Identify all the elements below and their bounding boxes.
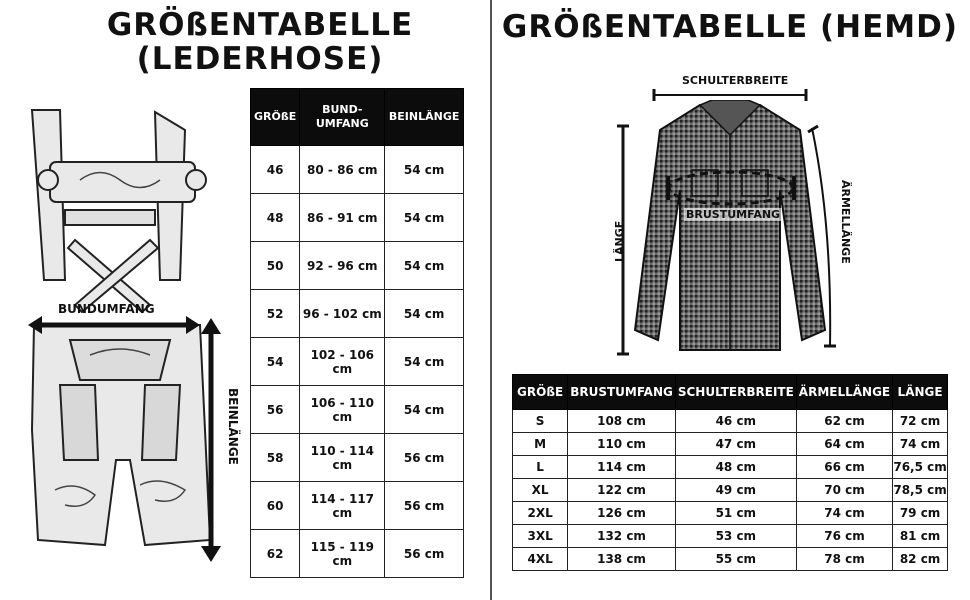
table-cell: 54 cm <box>385 338 464 386</box>
table-cell: 2XL <box>513 502 568 525</box>
lederhose-title <box>60 8 460 76</box>
table-cell: 132 cm <box>568 525 676 548</box>
table-cell: 56 cm <box>385 530 464 578</box>
header-aermellaenge: ÄRMELLÄNGE <box>796 375 892 410</box>
table-cell: 54 <box>251 338 300 386</box>
table-cell: 54 cm <box>385 194 464 242</box>
table-header-row <box>513 375 948 410</box>
header-beinlaenge: BEINLÄNGE <box>385 89 464 146</box>
table-cell: 92 - 96 cm <box>300 242 385 290</box>
table-row <box>513 410 948 433</box>
table-cell: 3XL <box>513 525 568 548</box>
table-cell: 54 cm <box>385 242 464 290</box>
table-row <box>251 338 464 386</box>
table-cell: 78,5 cm <box>893 479 948 502</box>
table-cell: 79 cm <box>893 502 948 525</box>
table-row <box>251 434 464 482</box>
table-cell: 110 - 114 cm <box>300 434 385 482</box>
lederhose-title-line2: (LEDERHOSE) <box>136 41 384 77</box>
table-cell: 58 <box>251 434 300 482</box>
table-row <box>513 525 948 548</box>
table-cell: 60 <box>251 482 300 530</box>
laenge-label: LÄNGE <box>613 220 626 262</box>
header-schulterbreite: SCHULTERBREITE <box>675 375 796 410</box>
table-cell: 138 cm <box>568 548 676 571</box>
table-cell: 78 cm <box>796 548 892 571</box>
table-row <box>251 530 464 578</box>
table-cell: 86 - 91 cm <box>300 194 385 242</box>
hemd-size-table <box>512 374 948 571</box>
brustumfang-label: BRUSTUMFANG <box>686 208 781 221</box>
table-cell: 54 cm <box>385 146 464 194</box>
table-cell: 72 cm <box>893 410 948 433</box>
table-cell: 54 cm <box>385 290 464 338</box>
table-row <box>513 479 948 502</box>
header-groesse: GRÖßE <box>513 375 568 410</box>
table-cell: 102 - 106 cm <box>300 338 385 386</box>
table-cell: 56 <box>251 386 300 434</box>
hemd-illustration <box>630 100 830 355</box>
table-cell: 50 <box>251 242 300 290</box>
table-row <box>513 502 948 525</box>
table-cell: 53 cm <box>675 525 796 548</box>
bundumfang-label: BUNDUMFANG <box>58 302 155 316</box>
header-laenge: LÄNGE <box>893 375 948 410</box>
table-cell: 52 <box>251 290 300 338</box>
table-cell: 4XL <box>513 548 568 571</box>
table-cell: 55 cm <box>675 548 796 571</box>
table-cell: 62 cm <box>796 410 892 433</box>
table-cell: 74 cm <box>893 433 948 456</box>
table-cell: S <box>513 410 568 433</box>
table-cell: 46 <box>251 146 300 194</box>
aermellaenge-label: ÄRMELLÄNGE <box>839 180 852 264</box>
table-cell: L <box>513 456 568 479</box>
table-cell: 46 cm <box>675 410 796 433</box>
hemd-title: GRÖßENTABELLE (HEMD) <box>501 9 959 45</box>
table-cell: 48 <box>251 194 300 242</box>
table-row <box>251 194 464 242</box>
table-cell: 108 cm <box>568 410 676 433</box>
table-cell: 76 cm <box>796 525 892 548</box>
schulterbreite-label: SCHULTERBREITE <box>682 74 789 87</box>
lederhose-size-table <box>250 88 464 578</box>
table-cell: 49 cm <box>675 479 796 502</box>
table-cell: 82 cm <box>893 548 948 571</box>
table-cell: 81 cm <box>893 525 948 548</box>
table-cell: 56 cm <box>385 482 464 530</box>
table-cell: 70 cm <box>796 479 892 502</box>
table-row <box>513 548 948 571</box>
table-row <box>513 456 948 479</box>
header-brustumfang: BRUSTUMFANG <box>568 375 676 410</box>
header-groesse: GRÖßE <box>251 89 300 146</box>
header-bundumfang: BUND-UMFANG <box>300 89 385 146</box>
table-cell: 115 - 119 cm <box>300 530 385 578</box>
table-cell: 122 cm <box>568 479 676 502</box>
table-cell: 62 <box>251 530 300 578</box>
table-cell: 47 cm <box>675 433 796 456</box>
table-cell: 48 cm <box>675 456 796 479</box>
table-cell: 54 cm <box>385 386 464 434</box>
table-cell: 64 cm <box>796 433 892 456</box>
lederhose-title-line1: GRÖßENTABELLE <box>106 7 414 43</box>
table-cell: XL <box>513 479 568 502</box>
table-cell: 56 cm <box>385 434 464 482</box>
table-cell: 51 cm <box>675 502 796 525</box>
table-cell: 96 - 102 cm <box>300 290 385 338</box>
beinlaenge-arrow <box>198 318 224 562</box>
table-row <box>513 433 948 456</box>
table-header-row <box>251 89 464 146</box>
table-cell: 126 cm <box>568 502 676 525</box>
table-row <box>251 386 464 434</box>
table-cell: 66 cm <box>796 456 892 479</box>
table-row <box>251 482 464 530</box>
table-cell: 74 cm <box>796 502 892 525</box>
center-divider <box>490 0 492 600</box>
table-cell: M <box>513 433 568 456</box>
table-row <box>251 290 464 338</box>
table-cell: 106 - 110 cm <box>300 386 385 434</box>
brustumfang-marker <box>664 166 798 210</box>
table-row <box>251 146 464 194</box>
table-cell: 110 cm <box>568 433 676 456</box>
aermellaenge-arrow <box>806 124 836 350</box>
table-cell: 80 - 86 cm <box>300 146 385 194</box>
beinlaenge-label: BEINLÄNGE <box>226 388 240 465</box>
table-cell: 114 - 117 cm <box>300 482 385 530</box>
table-cell: 76,5 cm <box>893 456 948 479</box>
table-cell: 114 cm <box>568 456 676 479</box>
table-row <box>251 242 464 290</box>
